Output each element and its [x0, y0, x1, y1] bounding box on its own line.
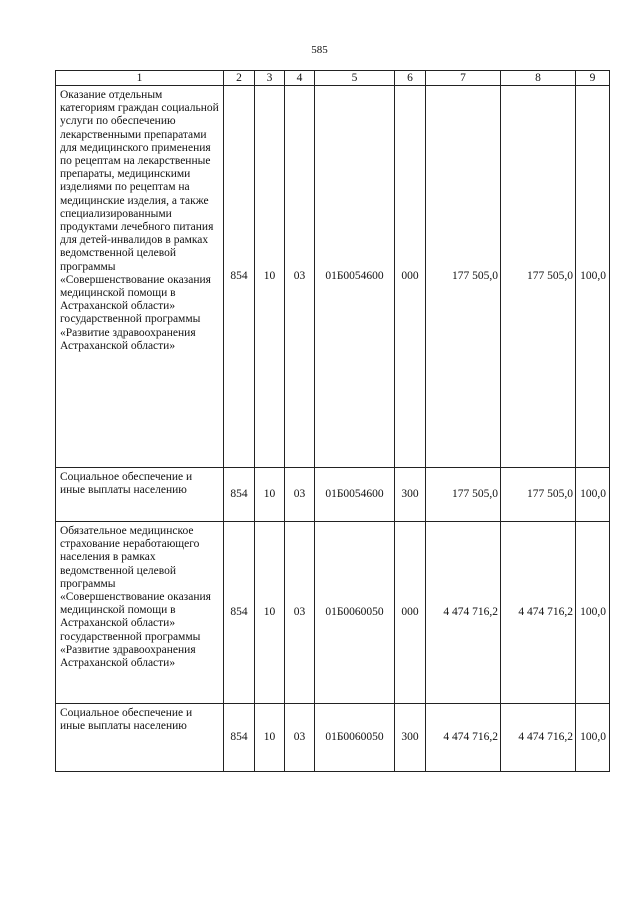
column-header: 5 [315, 71, 395, 86]
cell-amount-executed: 4 474 716,2 [501, 522, 576, 704]
row-description: Оказание отдельным категориям граждан социальной услуги по обеспечению лекарственными препаратами для медицинского применения по рецептам на лекарственные препараты, медицинскими изделиями по рецептам на медицинские изделия, а также специализированными продуктами лечебного питания для детей-инвалидов в рамках ведомственной целевой программы «Совершенствование оказания медицинской помощи в Астраханской области» государственной программы «Развитие здравоохранения Астраханской области» [56, 86, 224, 468]
row-description: Обязательное медицинское страхование неработающего населения в рамках ведомственной целевой программы «Совершенствование оказания медицинской помощи в Астраханской области» государственной программы «Развитие здравоохранения Астраханской области» [56, 522, 224, 704]
row-description: Социальное обеспечение и иные выплаты населению [56, 468, 224, 522]
cell-amount-planned: 4 474 716,2 [426, 522, 501, 704]
cell-amount-planned: 177 505,0 [426, 86, 501, 468]
cell-amount-executed: 4 474 716,2 [501, 704, 576, 772]
cell-expense-type: 300 [395, 468, 426, 522]
cell-target-article: 01Б0060050 [315, 522, 395, 704]
table-row [56, 704, 610, 772]
cell-admin-code: 854 [224, 86, 255, 468]
row-description: Социальное обеспечение и иные выплаты населению [56, 704, 224, 772]
table-header-row [56, 71, 610, 86]
page-number: 585 [311, 44, 328, 56]
column-header: 7 [426, 71, 501, 86]
cell-amount-planned: 177 505,0 [426, 468, 501, 522]
cell-percent: 100,0 [576, 704, 610, 772]
cell-amount-executed: 177 505,0 [501, 468, 576, 522]
cell-expense-type: 000 [395, 86, 426, 468]
cell-section: 10 [255, 522, 285, 704]
column-header: 3 [255, 71, 285, 86]
cell-target-article: 01Б0060050 [315, 704, 395, 772]
table-row [56, 522, 610, 704]
table-row [56, 86, 610, 468]
cell-admin-code: 854 [224, 468, 255, 522]
cell-section: 10 [255, 468, 285, 522]
budget-table [55, 70, 610, 772]
column-header: 8 [501, 71, 576, 86]
cell-section: 10 [255, 86, 285, 468]
cell-subsection: 03 [285, 468, 315, 522]
cell-percent: 100,0 [576, 468, 610, 522]
column-header: 1 [56, 71, 224, 86]
cell-subsection: 03 [285, 86, 315, 468]
cell-subsection: 03 [285, 704, 315, 772]
cell-target-article: 01Б0054600 [315, 86, 395, 468]
column-header: 2 [224, 71, 255, 86]
cell-amount-executed: 177 505,0 [501, 86, 576, 468]
cell-percent: 100,0 [576, 522, 610, 704]
cell-admin-code: 854 [224, 522, 255, 704]
cell-expense-type: 000 [395, 522, 426, 704]
cell-amount-planned: 4 474 716,2 [426, 704, 501, 772]
cell-admin-code: 854 [224, 704, 255, 772]
cell-section: 10 [255, 704, 285, 772]
table-row [56, 468, 610, 522]
cell-subsection: 03 [285, 522, 315, 704]
cell-target-article: 01Б0054600 [315, 468, 395, 522]
column-header: 6 [395, 71, 426, 86]
column-header: 4 [285, 71, 315, 86]
cell-expense-type: 300 [395, 704, 426, 772]
cell-percent: 100,0 [576, 86, 610, 468]
column-header: 9 [576, 71, 610, 86]
